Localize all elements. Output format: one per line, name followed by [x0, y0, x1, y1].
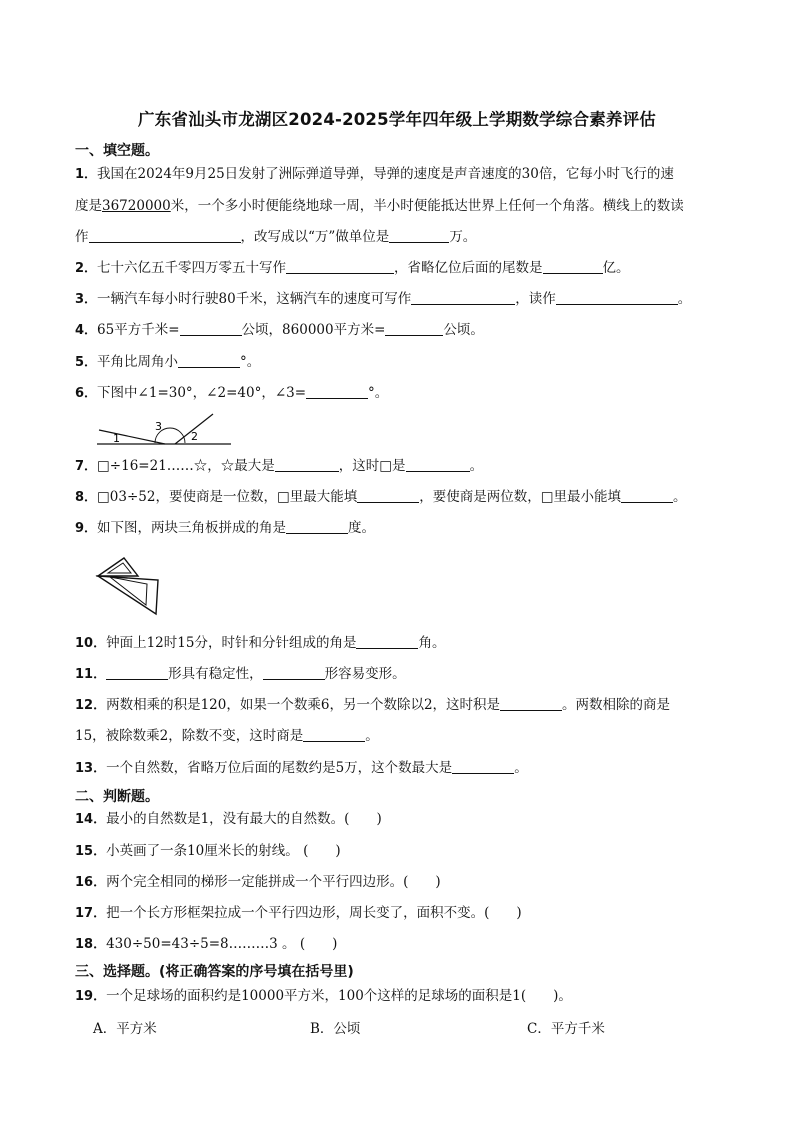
question-text: 平角比周角小: [97, 354, 179, 370]
question-text: ，要使商是两位数，□里最小能填: [419, 489, 621, 505]
question-number: 19．: [75, 989, 107, 1004]
option-c[interactable]: C．平方千米: [527, 1021, 605, 1037]
question-text: 。: [673, 489, 687, 505]
question-10: [75, 633, 724, 654]
question-text: 。: [677, 291, 692, 307]
question-text: 两数相乘的积是120，如果一个数乘6，另一个数除以2，这时积是: [106, 697, 501, 713]
question-12-line-2: [75, 726, 724, 746]
question-5: [75, 352, 724, 373]
question-number: 9．: [75, 521, 98, 536]
question-4: [75, 320, 724, 341]
question-text[interactable]: 一个足球场的面积约是10000平方米，100个这样的足球场的面积是1( )。: [106, 988, 572, 1004]
question-text: 万。: [449, 229, 477, 245]
answer-blank[interactable]: [556, 290, 678, 305]
question-text: 七十六亿五千零四万零五十写作: [97, 260, 287, 276]
question-17: [75, 903, 724, 924]
question-number: 1．: [75, 167, 98, 182]
question-number: 15．: [75, 844, 107, 859]
question-number: 2．: [75, 261, 98, 276]
question-number: 3．: [75, 292, 98, 307]
answer-blank[interactable]: [303, 727, 365, 742]
question-13: [75, 758, 724, 779]
answer-blank[interactable]: [286, 519, 348, 534]
question-text: 角。: [418, 635, 446, 651]
question-text: 15，被除数乘2，除数不变，这时商是: [75, 728, 304, 744]
question-text: °。: [368, 385, 389, 401]
question-number: 16．: [75, 875, 107, 890]
question-6: [75, 383, 724, 404]
answer-blank[interactable]: [356, 634, 418, 649]
question-8: [75, 487, 724, 508]
answer-blank[interactable]: [621, 488, 673, 503]
angle-label-1: 1: [113, 432, 120, 445]
question-number: 10．: [75, 636, 107, 651]
question-text: □÷16=21……☆，☆最大是: [97, 458, 275, 474]
triangle-rulers-figure: [94, 552, 166, 618]
question-number: 17．: [75, 906, 107, 921]
option-a[interactable]: A．平方米: [93, 1021, 157, 1037]
question-text: 我国在2024年9月25日发射了洲际弹道导弹，导弹的速度是声音速度的30倍，它每小时飞行的速: [97, 166, 674, 182]
question-number: 11．: [75, 667, 107, 682]
question-2: [75, 258, 724, 279]
question-text: 。: [514, 760, 528, 776]
answer-blank[interactable]: [263, 665, 325, 680]
question-text: ，省略亿位后面的尾数是: [394, 260, 543, 276]
answer-blank[interactable]: [543, 259, 603, 274]
question-text: 。两数相除的商是: [562, 697, 671, 713]
question-18: [75, 934, 724, 955]
question-text: 65平方千米=: [97, 322, 180, 338]
question-number: 12．: [75, 698, 107, 713]
answer-blank[interactable]: [452, 759, 514, 774]
question-19: [75, 986, 724, 1007]
angle-label-2: 2: [191, 430, 198, 443]
answer-blank[interactable]: [306, 384, 368, 399]
answer-blank[interactable]: [357, 488, 419, 503]
answer-blank[interactable]: [406, 457, 470, 472]
question-text: 下图中∠1=30°，∠2=40°，∠3=: [97, 385, 307, 401]
question-text[interactable]: 最小的自然数是1，没有最大的自然数。( ): [106, 811, 382, 827]
answer-blank[interactable]: [89, 228, 241, 243]
question-12-line-1: [75, 695, 724, 716]
question-11: [75, 664, 724, 685]
section-multiple-choice-heading: 三、选择题。(将正确答案的序号填在括号里): [75, 964, 354, 980]
question-text: ，改写成以“万”做单位是: [240, 229, 390, 245]
answer-blank[interactable]: [286, 259, 394, 274]
answer-blank[interactable]: [385, 321, 443, 336]
section-fill-in-heading: 一、填空题。: [75, 143, 159, 159]
question-text[interactable]: 两个完全相同的梯形一定能拼成一个平行四边形。( ): [106, 874, 441, 890]
question-text: 形容易变形。: [324, 666, 406, 682]
question-text[interactable]: 430÷50=43÷5=8………3 。 ( ): [106, 936, 338, 952]
question-number: 13．: [75, 761, 107, 776]
page-title: 广东省汕头市龙湖区2024-2025学年四年级上学期数学综合素养评估: [138, 110, 656, 129]
question-number: 14．: [75, 812, 107, 827]
answer-blank[interactable]: [411, 290, 515, 305]
question-number: 8．: [75, 490, 98, 505]
question-text: 一个自然数，省略万位后面的尾数约是5万，这个数最大是: [106, 760, 453, 776]
question-text: ，这时□是: [338, 458, 406, 474]
question-text: 如下图，两块三角板拼成的角是: [97, 520, 287, 536]
question-text: 钟面上12时15分，时针和分针组成的角是: [106, 635, 357, 651]
question-text: °。: [240, 354, 261, 370]
angle-label-3: 3: [155, 420, 162, 433]
answer-blank[interactable]: [389, 228, 449, 243]
question-7: [75, 456, 724, 477]
question-1-line-1: [75, 164, 724, 185]
question-16: [75, 872, 724, 893]
question-text: 度是: [75, 198, 102, 214]
question-number: 6．: [75, 386, 98, 401]
question-number: 18．: [75, 937, 107, 952]
question-text: 形具有稳定性，: [168, 666, 263, 682]
question-text[interactable]: 小英画了一条10厘米长的射线。 ( ): [106, 843, 341, 859]
question-text[interactable]: 把一个长方形框架拉成一个平行四边形，周长变了，面积不变。( ): [106, 905, 522, 921]
question-text: 米，一个多小时便能绕地球一周，半小时便能抵达世界上任何一个角落。横线上的数读: [170, 198, 684, 214]
section-true-false-heading: 二、判断题。: [75, 789, 159, 805]
question-number: 4．: [75, 323, 98, 338]
question-9: [75, 518, 724, 539]
question-1-line-2: [75, 196, 724, 216]
question-text: ，读作: [515, 291, 556, 307]
question-text: 公顷。: [443, 322, 484, 338]
answer-blank[interactable]: [500, 696, 562, 711]
question-14: [75, 809, 724, 830]
answer-blank[interactable]: [178, 353, 240, 368]
question-text: 亿。: [602, 260, 630, 276]
question-text: 。: [365, 728, 379, 744]
angle-diagram: [95, 410, 235, 446]
question-text: 作: [75, 229, 89, 245]
option-b[interactable]: B．公顷: [310, 1021, 361, 1037]
question-3: [75, 289, 724, 310]
question-number: 5．: [75, 355, 98, 370]
question-number: 7．: [75, 459, 98, 474]
underlined-number: 36720000: [102, 198, 171, 214]
question-text: □03÷52，要使商是一位数，□里最大能填: [97, 489, 358, 505]
question-text: 公顷，860000平方米=: [241, 322, 386, 338]
question-text: 度。: [348, 520, 376, 536]
question-15: [75, 841, 724, 862]
question-1-line-3: [75, 227, 724, 247]
answer-blank[interactable]: [180, 321, 242, 336]
answer-blank[interactable]: [106, 665, 168, 680]
answer-blank[interactable]: [275, 457, 339, 472]
question-text: 一辆汽车每小时行驶80千米，这辆汽车的速度可写作: [97, 291, 412, 307]
question-text: 。: [469, 458, 484, 474]
